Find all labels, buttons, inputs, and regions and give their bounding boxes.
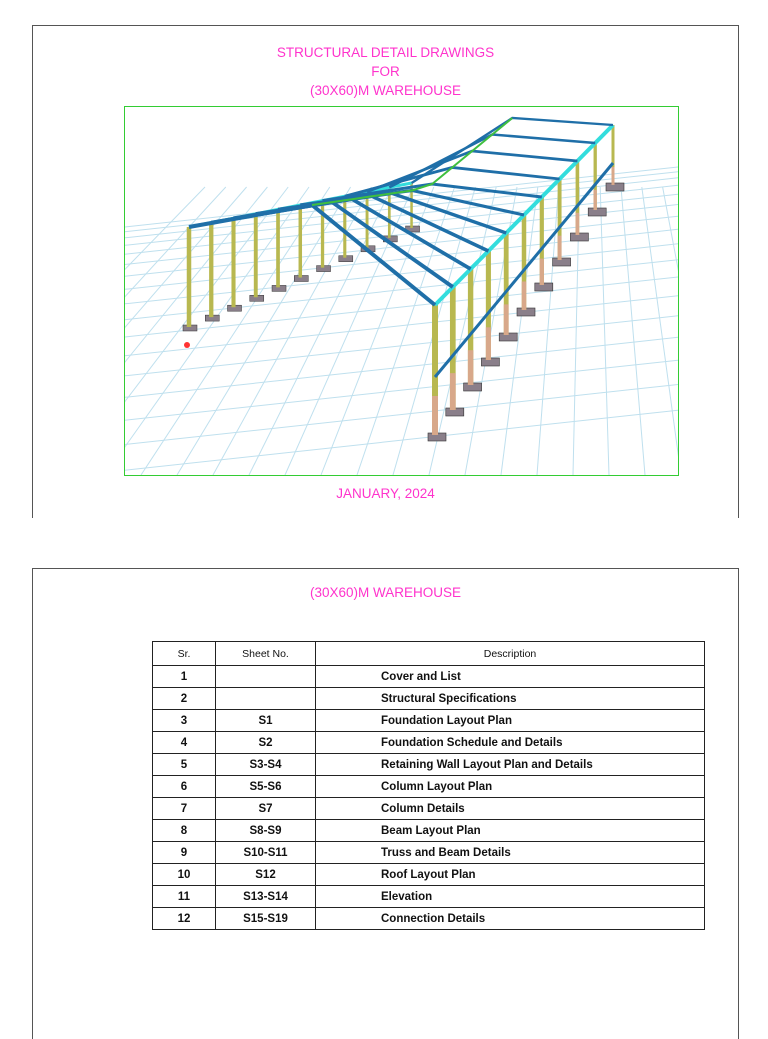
cell-sheet-no: S5-S6 <box>216 776 316 798</box>
cell-sr: 1 <box>153 666 216 688</box>
steel-frame <box>183 118 624 441</box>
table-row <box>153 908 705 930</box>
table-row <box>153 688 705 710</box>
table-body <box>153 666 705 930</box>
cover-title-line-1: STRUCTURAL DETAIL DRAWINGS <box>276 45 495 60</box>
table-row <box>153 842 705 864</box>
cell-sr: 8 <box>153 820 216 842</box>
cell-description: Connection Details <box>316 908 705 930</box>
cell-description: Truss and Beam Details <box>316 842 705 864</box>
grid-line <box>125 385 678 445</box>
cover-sheet <box>32 25 739 518</box>
cell-sr: 5 <box>153 754 216 776</box>
cell-sheet-no: S12 <box>216 864 316 886</box>
drawing-list-sheet <box>32 568 739 1039</box>
cell-sheet-no: S13-S14 <box>216 886 316 908</box>
footing <box>570 233 588 241</box>
cell-sr: 10 <box>153 864 216 886</box>
table-row <box>153 666 705 688</box>
table-row <box>153 732 705 754</box>
cell-description: Cover and List <box>316 666 705 688</box>
cell-sheet-no: S15-S19 <box>216 908 316 930</box>
cell-description: Retaining Wall Layout Plan and Details <box>316 754 705 776</box>
cell-description: Beam Layout Plan <box>316 820 705 842</box>
cover-date: JANUARY, 2024 <box>336 486 435 501</box>
cell-sheet-no: S7 <box>216 798 316 820</box>
cell-description: Structural Specifications <box>316 688 705 710</box>
cell-sr: 7 <box>153 798 216 820</box>
cell-sheet-no: S3-S4 <box>216 754 316 776</box>
cell-sheet-no: S1 <box>216 710 316 732</box>
table-row <box>153 754 705 776</box>
cover-title <box>33 43 738 100</box>
table-row <box>153 820 705 842</box>
header-sheet-no: Sheet No. <box>216 642 316 666</box>
cell-description: Column Layout Plan <box>316 776 705 798</box>
header-description: Description <box>316 642 705 666</box>
cell-sr: 4 <box>153 732 216 754</box>
cell-sheet-no <box>216 688 316 710</box>
cell-description: Foundation Layout Plan <box>316 710 705 732</box>
cell-sheet-no: S2 <box>216 732 316 754</box>
drawing-list-table <box>152 641 705 930</box>
cell-sheet-no: S8-S9 <box>216 820 316 842</box>
warehouse-3d-model-image <box>124 106 679 476</box>
footing <box>588 208 606 216</box>
warehouse-3d-model-drawing <box>125 107 678 475</box>
cover-title-line-2: FOR <box>371 64 400 79</box>
axis-origin-marker <box>184 342 190 348</box>
table-row <box>153 886 705 908</box>
cell-sheet-no: S10-S11 <box>216 842 316 864</box>
footing <box>606 183 624 191</box>
cell-sr: 6 <box>153 776 216 798</box>
table-header-row <box>153 642 705 666</box>
cell-description: Column Details <box>316 798 705 820</box>
grid-line <box>125 277 678 337</box>
header-sr: Sr. <box>153 642 216 666</box>
cell-description: Elevation <box>316 886 705 908</box>
footing <box>553 258 571 266</box>
cell-description: Foundation Schedule and Details <box>316 732 705 754</box>
cell-sr: 11 <box>153 886 216 908</box>
table-row <box>153 798 705 820</box>
cell-sr: 2 <box>153 688 216 710</box>
list-title: (30X60)M WAREHOUSE <box>309 585 462 600</box>
grid-line <box>125 187 309 475</box>
cell-sr: 12 <box>153 908 216 930</box>
table-row <box>153 776 705 798</box>
table-row <box>153 710 705 732</box>
cell-sr: 3 <box>153 710 216 732</box>
cover-title-line-3: (30X60)M WAREHOUSE <box>309 83 462 98</box>
cell-sheet-no <box>216 666 316 688</box>
grid-line <box>600 187 609 475</box>
cell-description: Roof Layout Plan <box>316 864 705 886</box>
cell-sr: 9 <box>153 842 216 864</box>
grid-line <box>621 187 645 475</box>
grid-line <box>125 360 678 420</box>
grid-line <box>125 410 678 470</box>
table-row <box>153 864 705 886</box>
